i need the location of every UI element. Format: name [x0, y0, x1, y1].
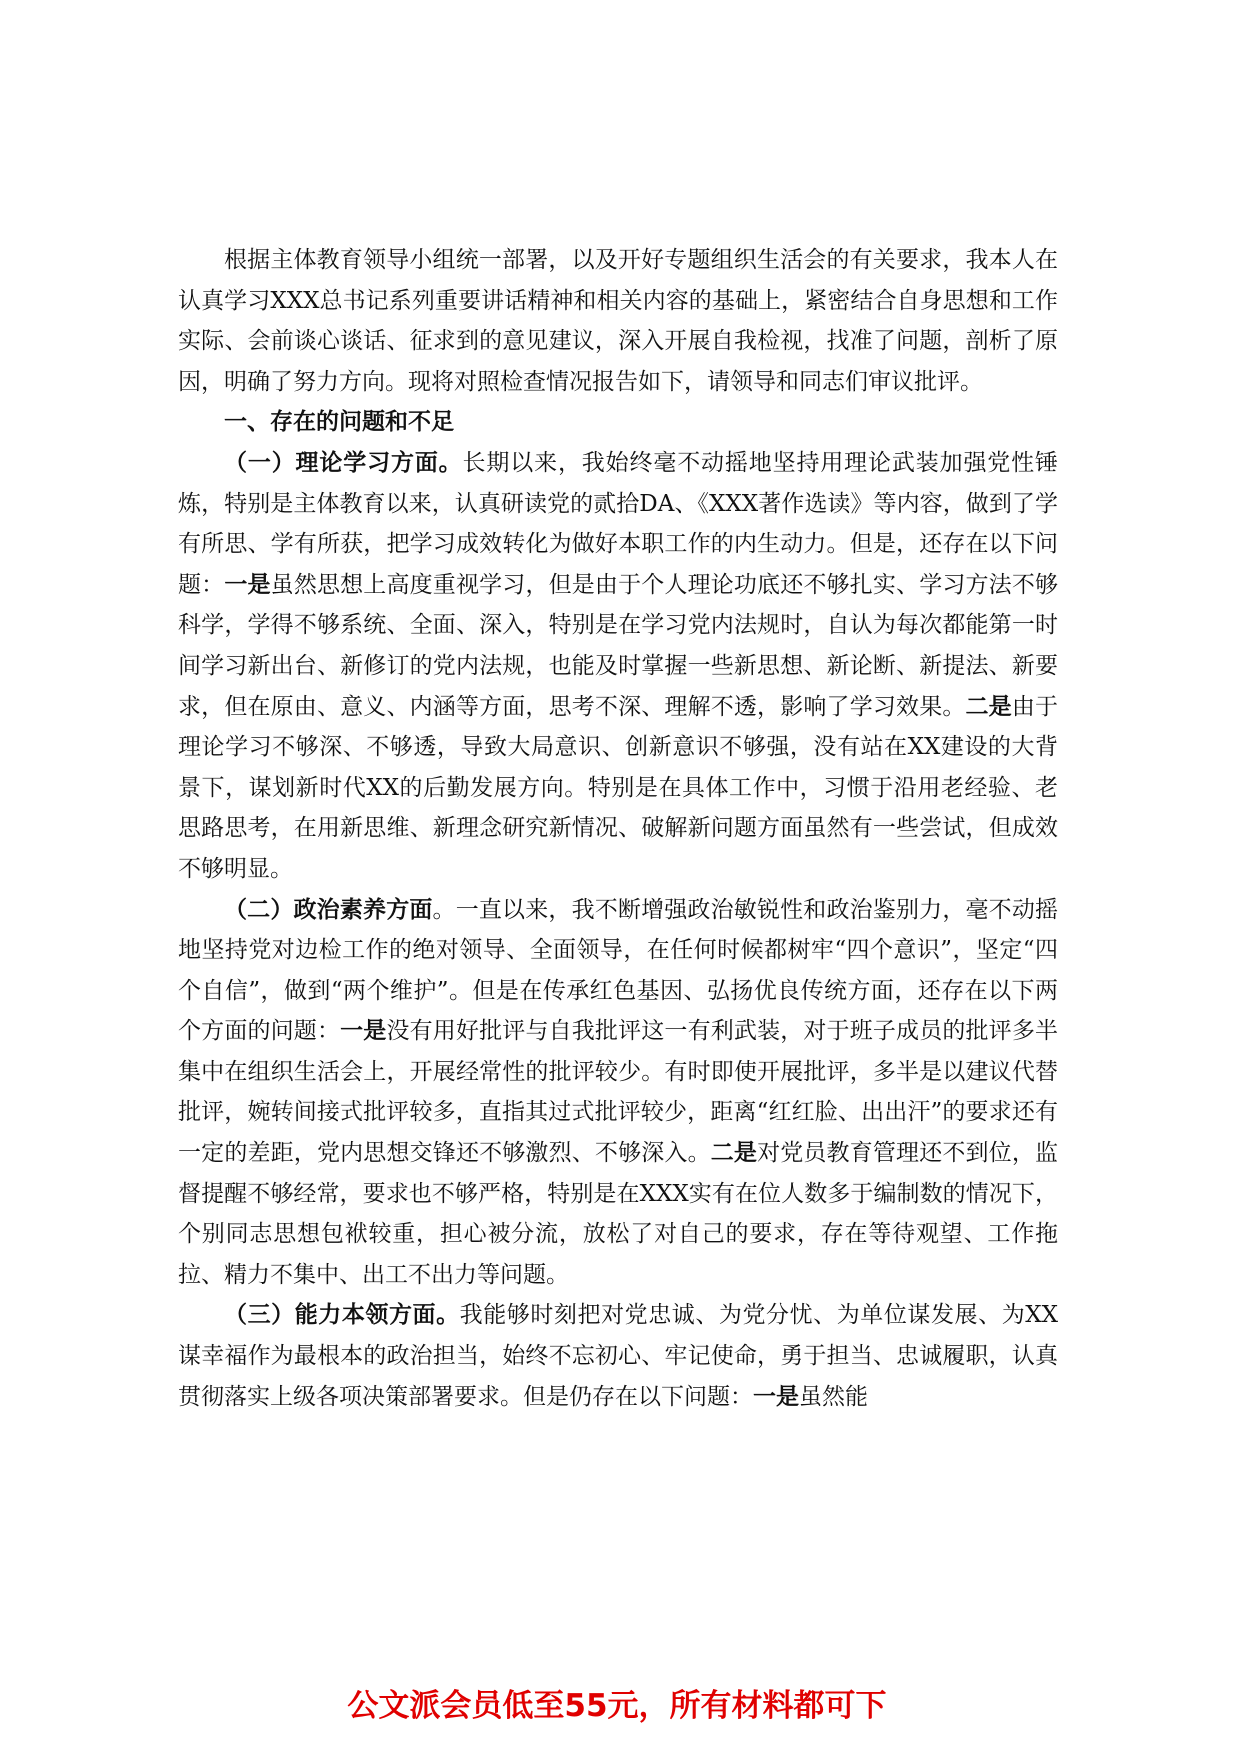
section-1-text-a: 长期以来，我始终毫不动摇地坚持用理论武装加强党性锤炼，特别是主体教育以来，认真研读党的贰拾DA、《XXX著作选读》等内容，做到了学有所思、学有所获，把学习成效转化为做好本职工作的内生动力。但是，还存在以下问题：	[178, 449, 1059, 598]
section-3-paragraph	[178, 1295, 1058, 1417]
section-3-lead: （三）能力本领方面。	[224, 1302, 460, 1329]
section-1-text-b: 虽然思想上高度重视学习，但是由于个人理论功底还不够扎实、学习方法不够科学，学得不够系统、全面、深入，特别是在学习党内法规时，自认为每次都能第一时间学习新出台、新修订的党内法规，也能及时掌握一些新思想、新论断、新提法、新要求，但在原由、意义、内涵等方面，思考不深、理解不透，影响了学习效果。	[178, 571, 1059, 720]
section-3-text-a: 我能够时刻把对党忠诚、为党分忧、为单位谋发展、为XX谋幸福作为最根本的政治担当，始终不忘初心、牢记使命，勇于担当、忠诚履职，认真贯彻落实上级各项决策部署要求。但是仍存在以下问题：	[178, 1302, 1059, 1410]
section-3-point-1-label: 一是	[753, 1383, 799, 1410]
section-1-point-1-label: 一是	[224, 571, 271, 598]
intro-text: 根据主体教育领导小组统一部署，以及开好专题组织生活会的有关要求，我本人在认真学习XXX总书记系列重要讲话精神和相关内容的基础上，紧密结合自身思想和工作实际、会前谈心谈话、征求到的意见建议，深入开展自我检视，找准了问题，剖析了原因，明确了努力方向。现将对照检查情况报告如下，请领导和同志们审议批评。	[178, 247, 1058, 395]
section-1-text-c: 由于理论学习不够深、不够透，导致大局意识、创新意识不够强，没有站在XX建设的大背景下，谋划新时代XX的后勤发展方向。特别是在具体工作中，习惯于沿用老经验、老思路思考，在用新思维、新理念研究新情况、破解新问题方面虽然有一些尝试，但成效不够明显。	[178, 693, 1059, 882]
document-body	[178, 240, 1058, 1417]
intro-paragraph	[178, 240, 1058, 402]
promo-banner: 公文派会员低至55元，所有材料都可下	[347, 1688, 887, 1724]
section-1-point-2-label: 二是	[965, 693, 1012, 720]
section-2-point-2-label: 二是	[710, 1140, 758, 1167]
section-2-lead: （二）政治素养方面	[224, 896, 433, 923]
section-2-point-1-label: 一是	[340, 1018, 387, 1045]
section-2-text-c: 对党员教育管理还不到位，监督提醒不够经常，要求也不够严格，特别是在XXX实有在位人数多于编制数的情况下，个别同志思想包袱较重，担心被分流，放松了对自己的要求，存在等待观望、工作拖拉、精力不集中、出工不出力等问题。	[178, 1140, 1059, 1288]
section-2-paragraph	[178, 890, 1058, 1296]
section-heading: 一、存在的问题和不足	[224, 409, 454, 436]
section-2-text-b: 没有用好批评与自我批评这一有利武装，对于班子成员的批评多半集中在组织生活会上，开展经常性的批评较少。有时即使开展批评，多半是以建议代替批评，婉转间接式批评较多，直指其过式批评较少，距离“红红脸、出出汗”的要求还有一定的差距，党内思想交锋还不够激烈、不够深入。	[178, 1018, 1059, 1167]
section-1-lead: （一）理论学习方面。	[224, 449, 463, 476]
section-1-paragraph	[178, 443, 1058, 890]
section-2-text-a: 。一直以来，我不断增强政治敏锐性和政治鉴别力，毫不动摇地坚持党对边检工作的绝对领导、全面领导，在任何时候都树牢“四个意识”，坚定“四个自信”，做到“两个维护”。但是在传承红色基因、弘扬优良传统方面，还存在以下两个方面的问题：	[178, 896, 1059, 1045]
section-3-text-b: 虽然能	[799, 1383, 868, 1410]
